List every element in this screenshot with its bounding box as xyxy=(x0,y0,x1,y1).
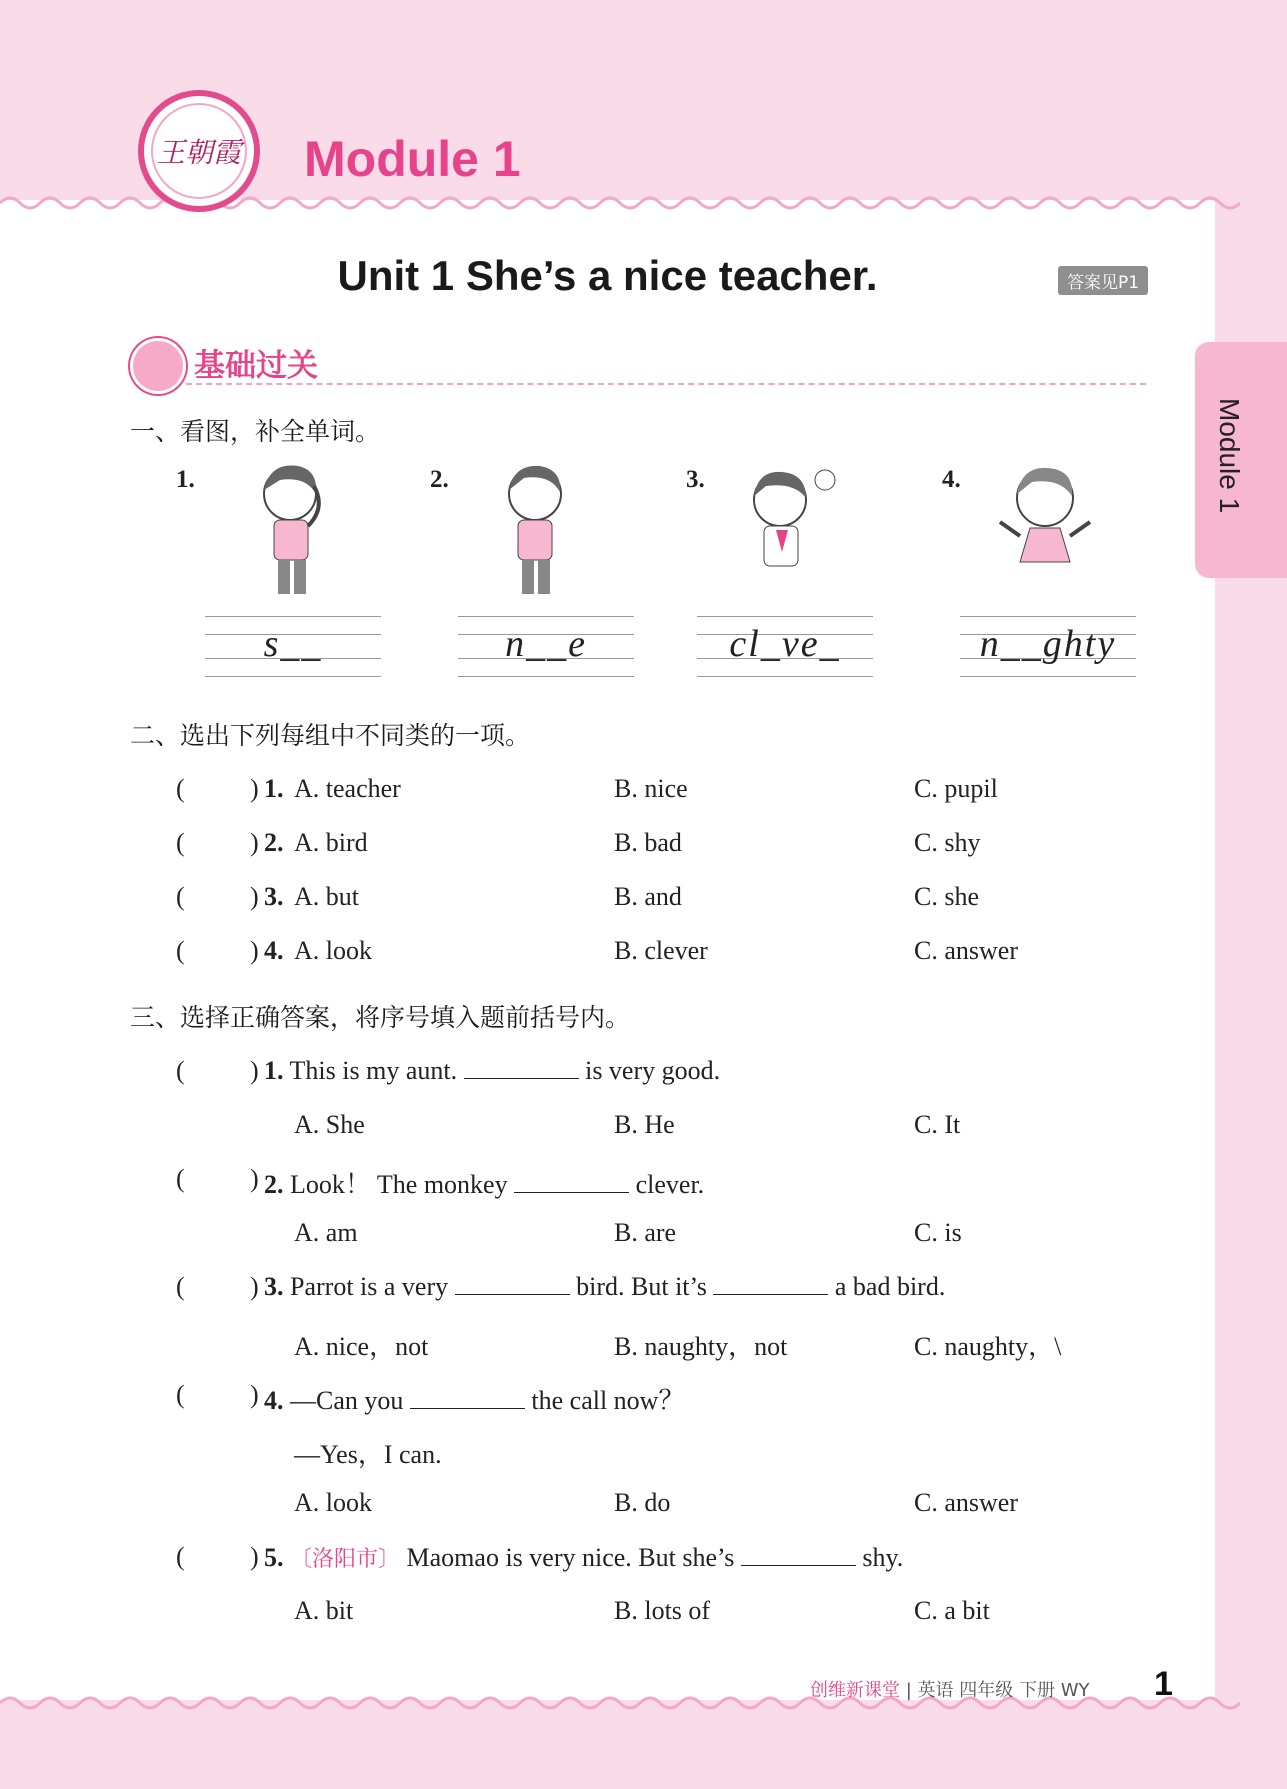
word-hint: cl_ve_ xyxy=(729,623,841,665)
sentence-part: bird. But it’s xyxy=(576,1272,707,1301)
sentence-part: shy. xyxy=(862,1543,904,1572)
option-b: B. and xyxy=(614,882,682,911)
section-title: 基础过关 xyxy=(194,348,318,384)
item-number: 2. xyxy=(264,828,284,857)
answer-paren-open: ( xyxy=(176,1272,185,1301)
option-b: B. bad xyxy=(614,828,682,857)
sentence-part: the call now？ xyxy=(531,1386,685,1415)
option-a: A. She xyxy=(294,1110,365,1139)
answer-paren-close: ) xyxy=(250,882,259,911)
answer-paren-close: ) xyxy=(250,1542,259,1571)
sentence-part: Parrot is a very xyxy=(290,1272,449,1301)
option-c: C. pupil xyxy=(914,774,998,803)
option-a: A. nice，not xyxy=(294,1332,429,1361)
sentence-part: a bad bird. xyxy=(834,1272,946,1301)
option-a: A. look xyxy=(294,936,372,965)
answer-paren-close: ) xyxy=(250,828,259,857)
item-number: 3. xyxy=(264,1272,284,1301)
answer-blank xyxy=(713,1272,828,1295)
option-c: C. shy xyxy=(914,828,981,857)
sentence-part: Maomao is very nice. But she’s xyxy=(406,1543,735,1572)
option-c: C. naughty，\ xyxy=(914,1332,1062,1361)
answer-paren-open: ( xyxy=(176,882,185,911)
answer-paren-open: ( xyxy=(176,936,185,965)
answer-paren-open: ( xyxy=(176,1056,185,1085)
sentence-part: Look！ The monkey xyxy=(290,1170,508,1199)
answer-blank xyxy=(410,1386,525,1409)
footer-details: 英语 四年级 下册 WY xyxy=(917,1680,1090,1701)
footer-info xyxy=(810,1676,1090,1702)
side-module-tab xyxy=(1195,342,1287,578)
answer-paren-open: ( xyxy=(176,1380,185,1409)
sentence-part: This is my aunt. xyxy=(289,1056,458,1085)
word-hint: n__ghty xyxy=(979,623,1117,665)
option-c: C. answer xyxy=(914,936,1018,965)
girl-naughty-figure xyxy=(990,452,1100,602)
answer-paren-close: ) xyxy=(250,1164,259,1193)
option-a: A. bit xyxy=(294,1596,354,1625)
option-b: B. do xyxy=(614,1488,671,1517)
answer-paren-open: ( xyxy=(176,1164,185,1193)
option-a: A. but xyxy=(294,882,359,911)
unit-title: Unit 1 She’s a nice teacher. xyxy=(337,252,878,299)
figure-number: 4. xyxy=(942,466,961,493)
option-c: C. answer xyxy=(914,1488,1018,1517)
sentence-part: —Can you xyxy=(290,1386,404,1415)
figure-number: 1. xyxy=(176,466,195,493)
module-title: Module 1 xyxy=(304,131,521,187)
option-c: C. she xyxy=(914,882,979,911)
option-c: C. a bit xyxy=(914,1596,990,1625)
figure-number: 3. xyxy=(686,466,705,493)
sentence-part: clever. xyxy=(635,1170,705,1199)
item-number: 1. xyxy=(264,1056,284,1085)
boy-shy-figure xyxy=(240,452,350,602)
answer-blank xyxy=(741,1543,856,1566)
answer-blank xyxy=(455,1272,570,1295)
section-divider xyxy=(186,383,1146,385)
answer-blank xyxy=(464,1056,579,1079)
word-writing-lines xyxy=(205,612,381,680)
dialogue-line: —Yes，I can. xyxy=(294,1440,442,1469)
figure-number: 2. xyxy=(430,466,449,493)
sentence-part: is very good. xyxy=(585,1056,721,1085)
boy-nice-figure xyxy=(480,452,590,602)
item-number: 3. xyxy=(264,882,284,911)
side-tab-label: Module 1 xyxy=(1214,398,1245,514)
question-3-title: 三、选择正确答案，将序号填入题前括号内。 xyxy=(130,1003,631,1032)
option-c: C. is xyxy=(914,1218,962,1247)
option-a: A. look xyxy=(294,1488,372,1517)
option-b: B. clever xyxy=(614,936,708,965)
section-mascot-icon xyxy=(130,338,186,394)
answer-paren-open: ( xyxy=(176,1542,185,1571)
answer-paren-open: ( xyxy=(176,828,185,857)
option-a: A. am xyxy=(294,1218,358,1247)
word-writing-lines xyxy=(458,612,634,680)
word-writing-lines xyxy=(697,612,873,680)
footer-separator: | xyxy=(905,1680,912,1701)
item-number: 1. xyxy=(264,774,284,803)
word-writing-lines xyxy=(960,612,1136,680)
answer-paren-open: ( xyxy=(176,774,185,803)
girl-clever-figure xyxy=(730,452,840,602)
item-number: 2. xyxy=(264,1170,284,1199)
word-hint: s__ xyxy=(263,623,323,665)
logo-text: 王朝霞 xyxy=(151,103,247,199)
question-1-title: 一、看图，补全单词。 xyxy=(130,417,381,446)
page-number: 1 xyxy=(1154,1665,1173,1703)
option-a: A. teacher xyxy=(294,774,401,803)
answer-paren-close: ) xyxy=(250,1380,259,1409)
brand-logo xyxy=(138,90,260,212)
option-c: C. It xyxy=(914,1110,961,1139)
answer-reference-badge: 答案见P1 xyxy=(1058,266,1148,295)
option-b: B. He xyxy=(614,1110,675,1139)
option-b: B. are xyxy=(614,1218,677,1247)
word-hint: n__e xyxy=(505,623,587,665)
answer-blank xyxy=(514,1170,629,1193)
source-tag: 〔洛阳市〕 xyxy=(290,1547,401,1572)
answer-paren-close: ) xyxy=(250,1272,259,1301)
item-number: 4. xyxy=(264,936,284,965)
option-b: B. lots of xyxy=(614,1596,711,1625)
question-2-title: 二、选出下列每组中不同类的一项。 xyxy=(130,721,531,750)
option-b: B. nice xyxy=(614,774,688,803)
answer-paren-close: ) xyxy=(250,936,259,965)
item-number: 4. xyxy=(264,1386,284,1415)
footer-brand: 创维新课堂 xyxy=(810,1680,900,1701)
item-number: 5. xyxy=(264,1543,284,1572)
option-a: A. bird xyxy=(294,828,368,857)
option-b: B. naughty，not xyxy=(614,1332,788,1361)
answer-paren-close: ) xyxy=(250,1056,259,1085)
answer-paren-close: ) xyxy=(250,774,259,803)
